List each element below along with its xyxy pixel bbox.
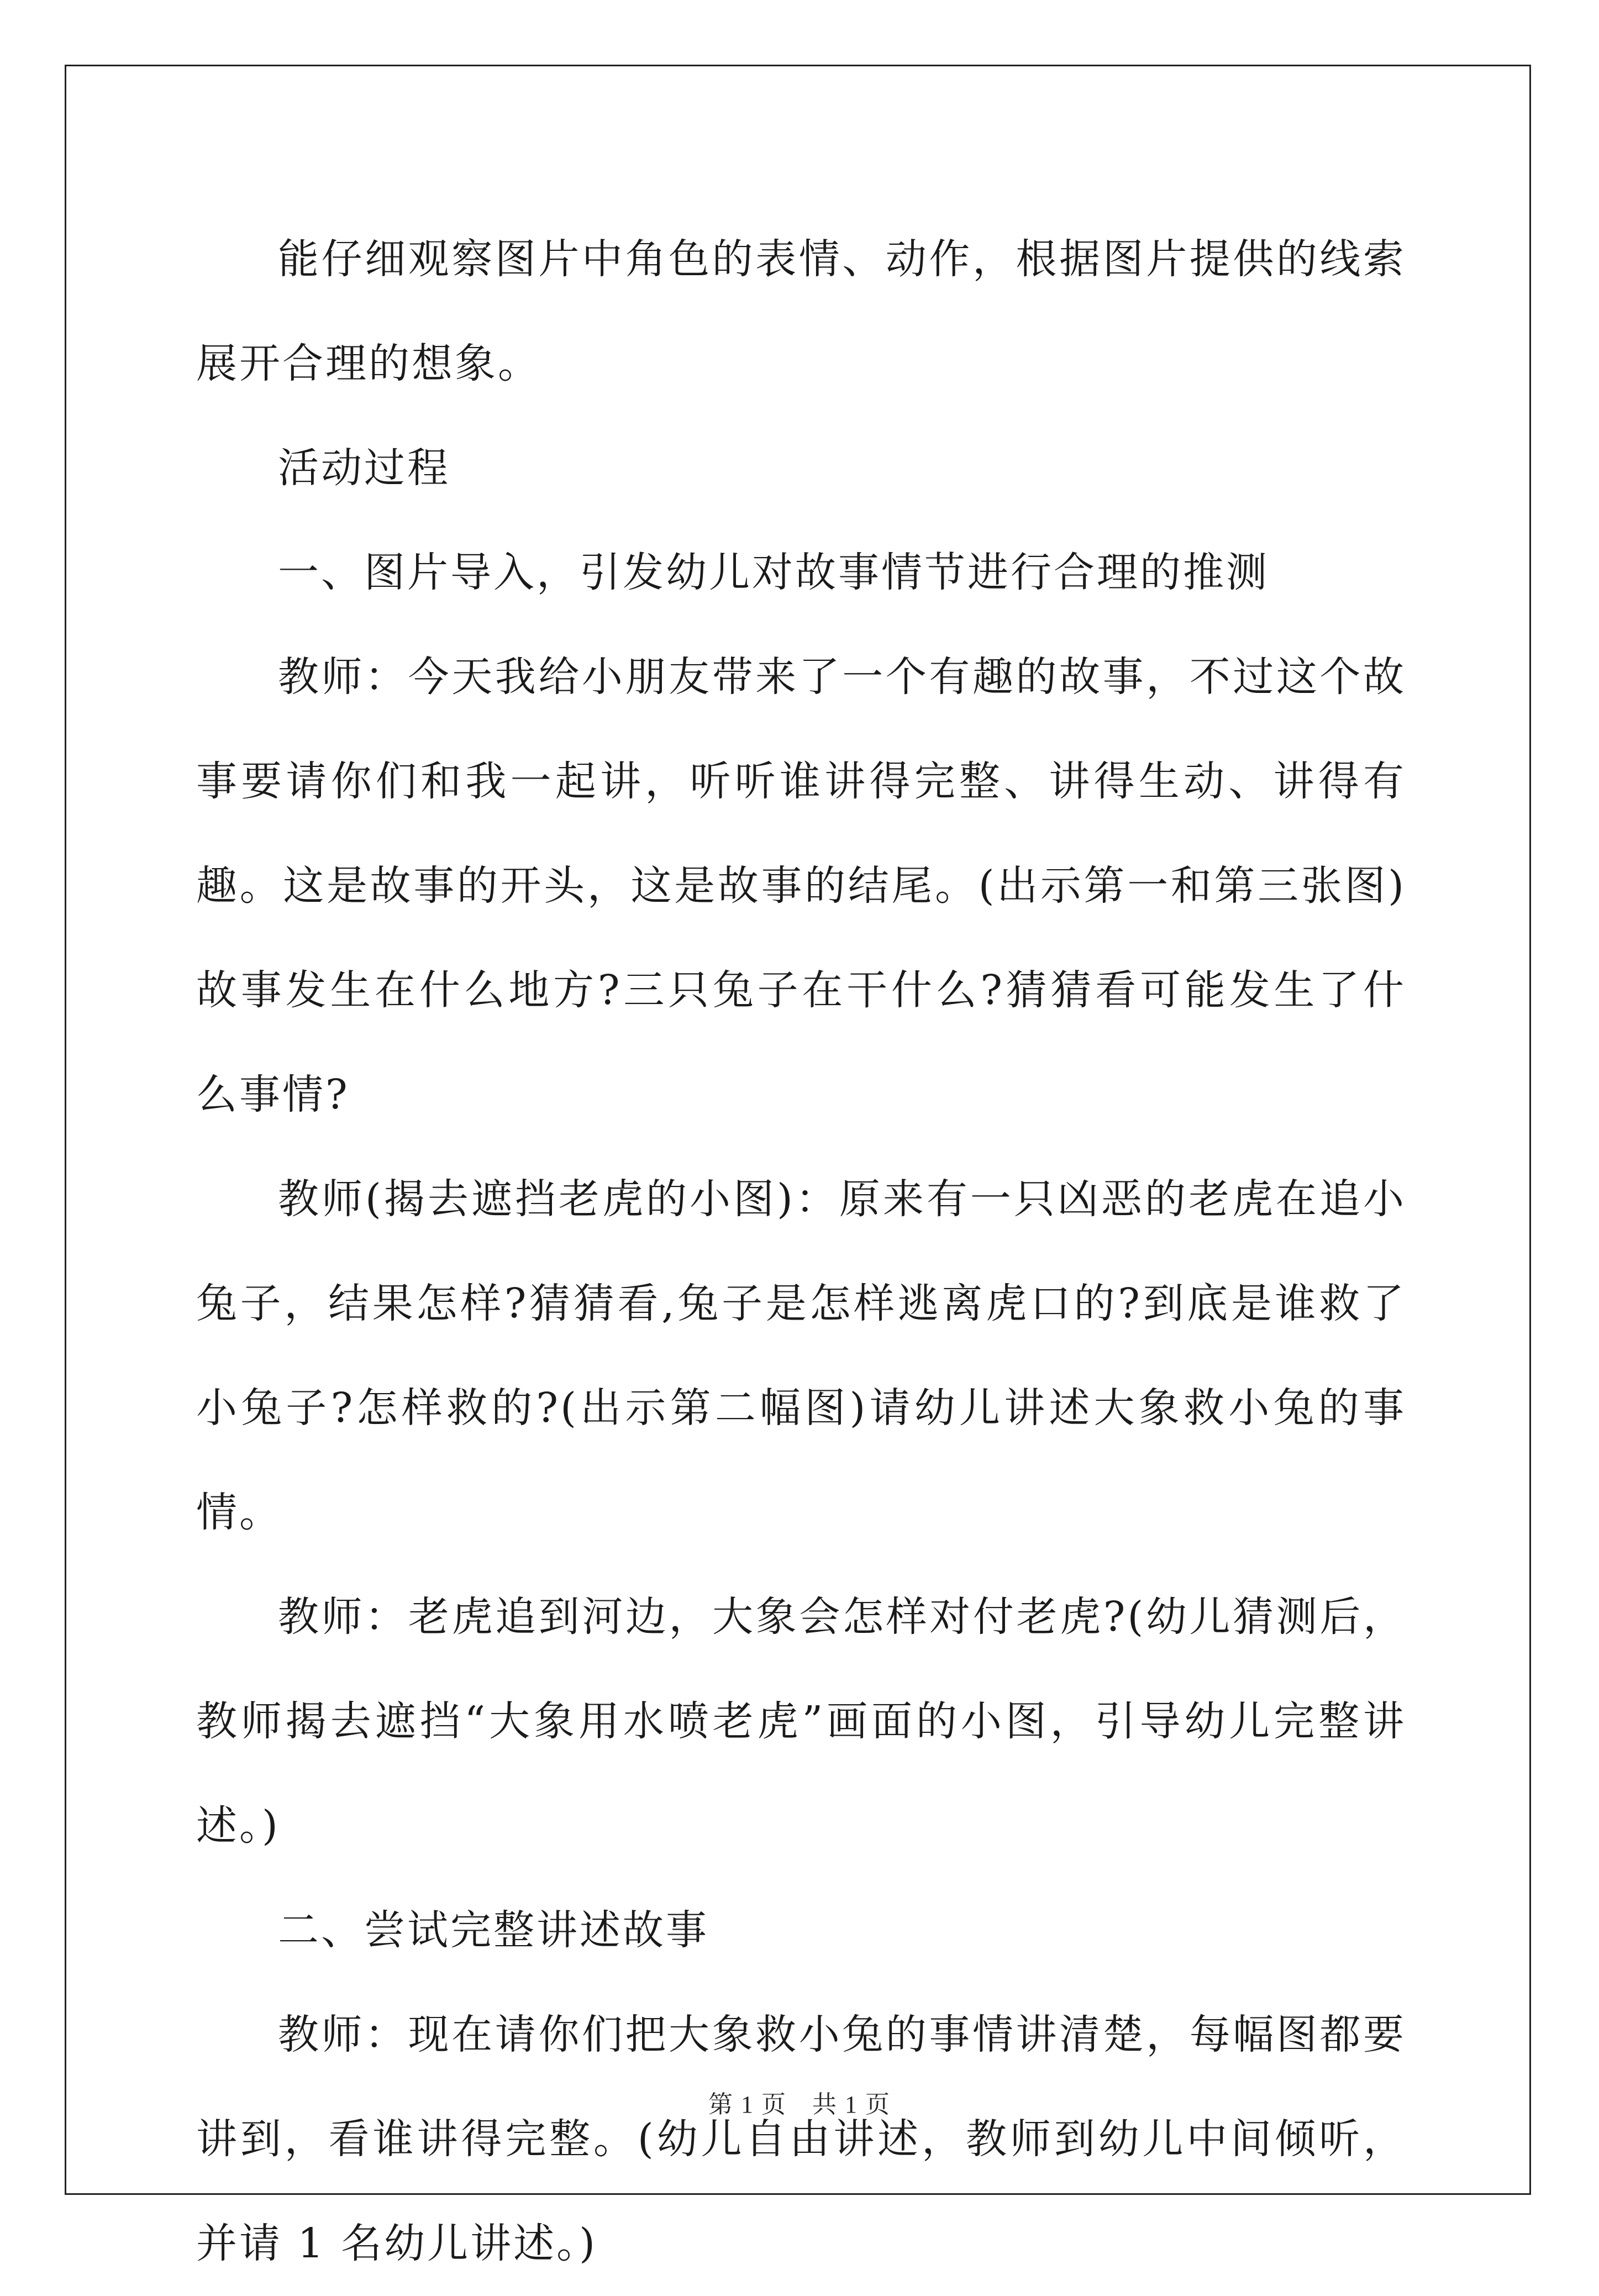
paragraph-teacher-river: 教师：老虎追到河边，大象会怎样对付老虎?(幼儿猜测后，教师揭去遮挡“大象用水喷老虎”画面的小图，引导幼儿完整讲述。)	[196, 1593, 1406, 1850]
page-number-total: 共 1 页	[812, 2091, 891, 2118]
page-footer	[0, 2084, 1599, 2120]
section-heading-retell: 二、尝试完整讲述故事	[278, 1906, 709, 1954]
paragraph-teacher-intro: 教师：今天我给小朋友带来了一个有趣的故事，不过这个故事要请你们和我一起讲，听听谁讲得完整、讲得生动、讲得有趣。这是故事的开头，这是故事的结尾。(出示第一和第三张图)故事发生在什么地方?三只兔子在干什么?猜猜看可能发生了什么事情?	[196, 653, 1406, 1118]
section-heading-activity-process: 活动过程	[278, 444, 450, 492]
page-number-current: 第 1 页	[708, 2091, 787, 2118]
paragraph-teacher-tiger: 教师(揭去遮挡老虎的小图)：原来有一只凶恶的老虎在追小兔子，结果怎样?猜猜看,兔子是怎样逃离虎口的?到底是谁救了小兔子?怎样救的?(出示第二幅图)请幼儿讲述大象救小兔的事情。	[196, 1175, 1406, 1536]
section-heading-picture-intro: 一、图片导入，引发幼儿对故事情节进行合理的推测	[278, 549, 1269, 596]
paragraph-1: 能仔细观察图片中角色的表情、动作，根据图片提供的线索展开合理的想象。	[196, 235, 1406, 387]
document-body	[196, 207, 1406, 2296]
paragraph-teacher-retell: 教师：现在请你们把大象救小兔的事情讲清楚，每幅图都要讲到，看谁讲得完整。(幼儿自由讲述，教师到幼儿中间倾听，并请 1 名幼儿讲述。)	[196, 2011, 1406, 2267]
